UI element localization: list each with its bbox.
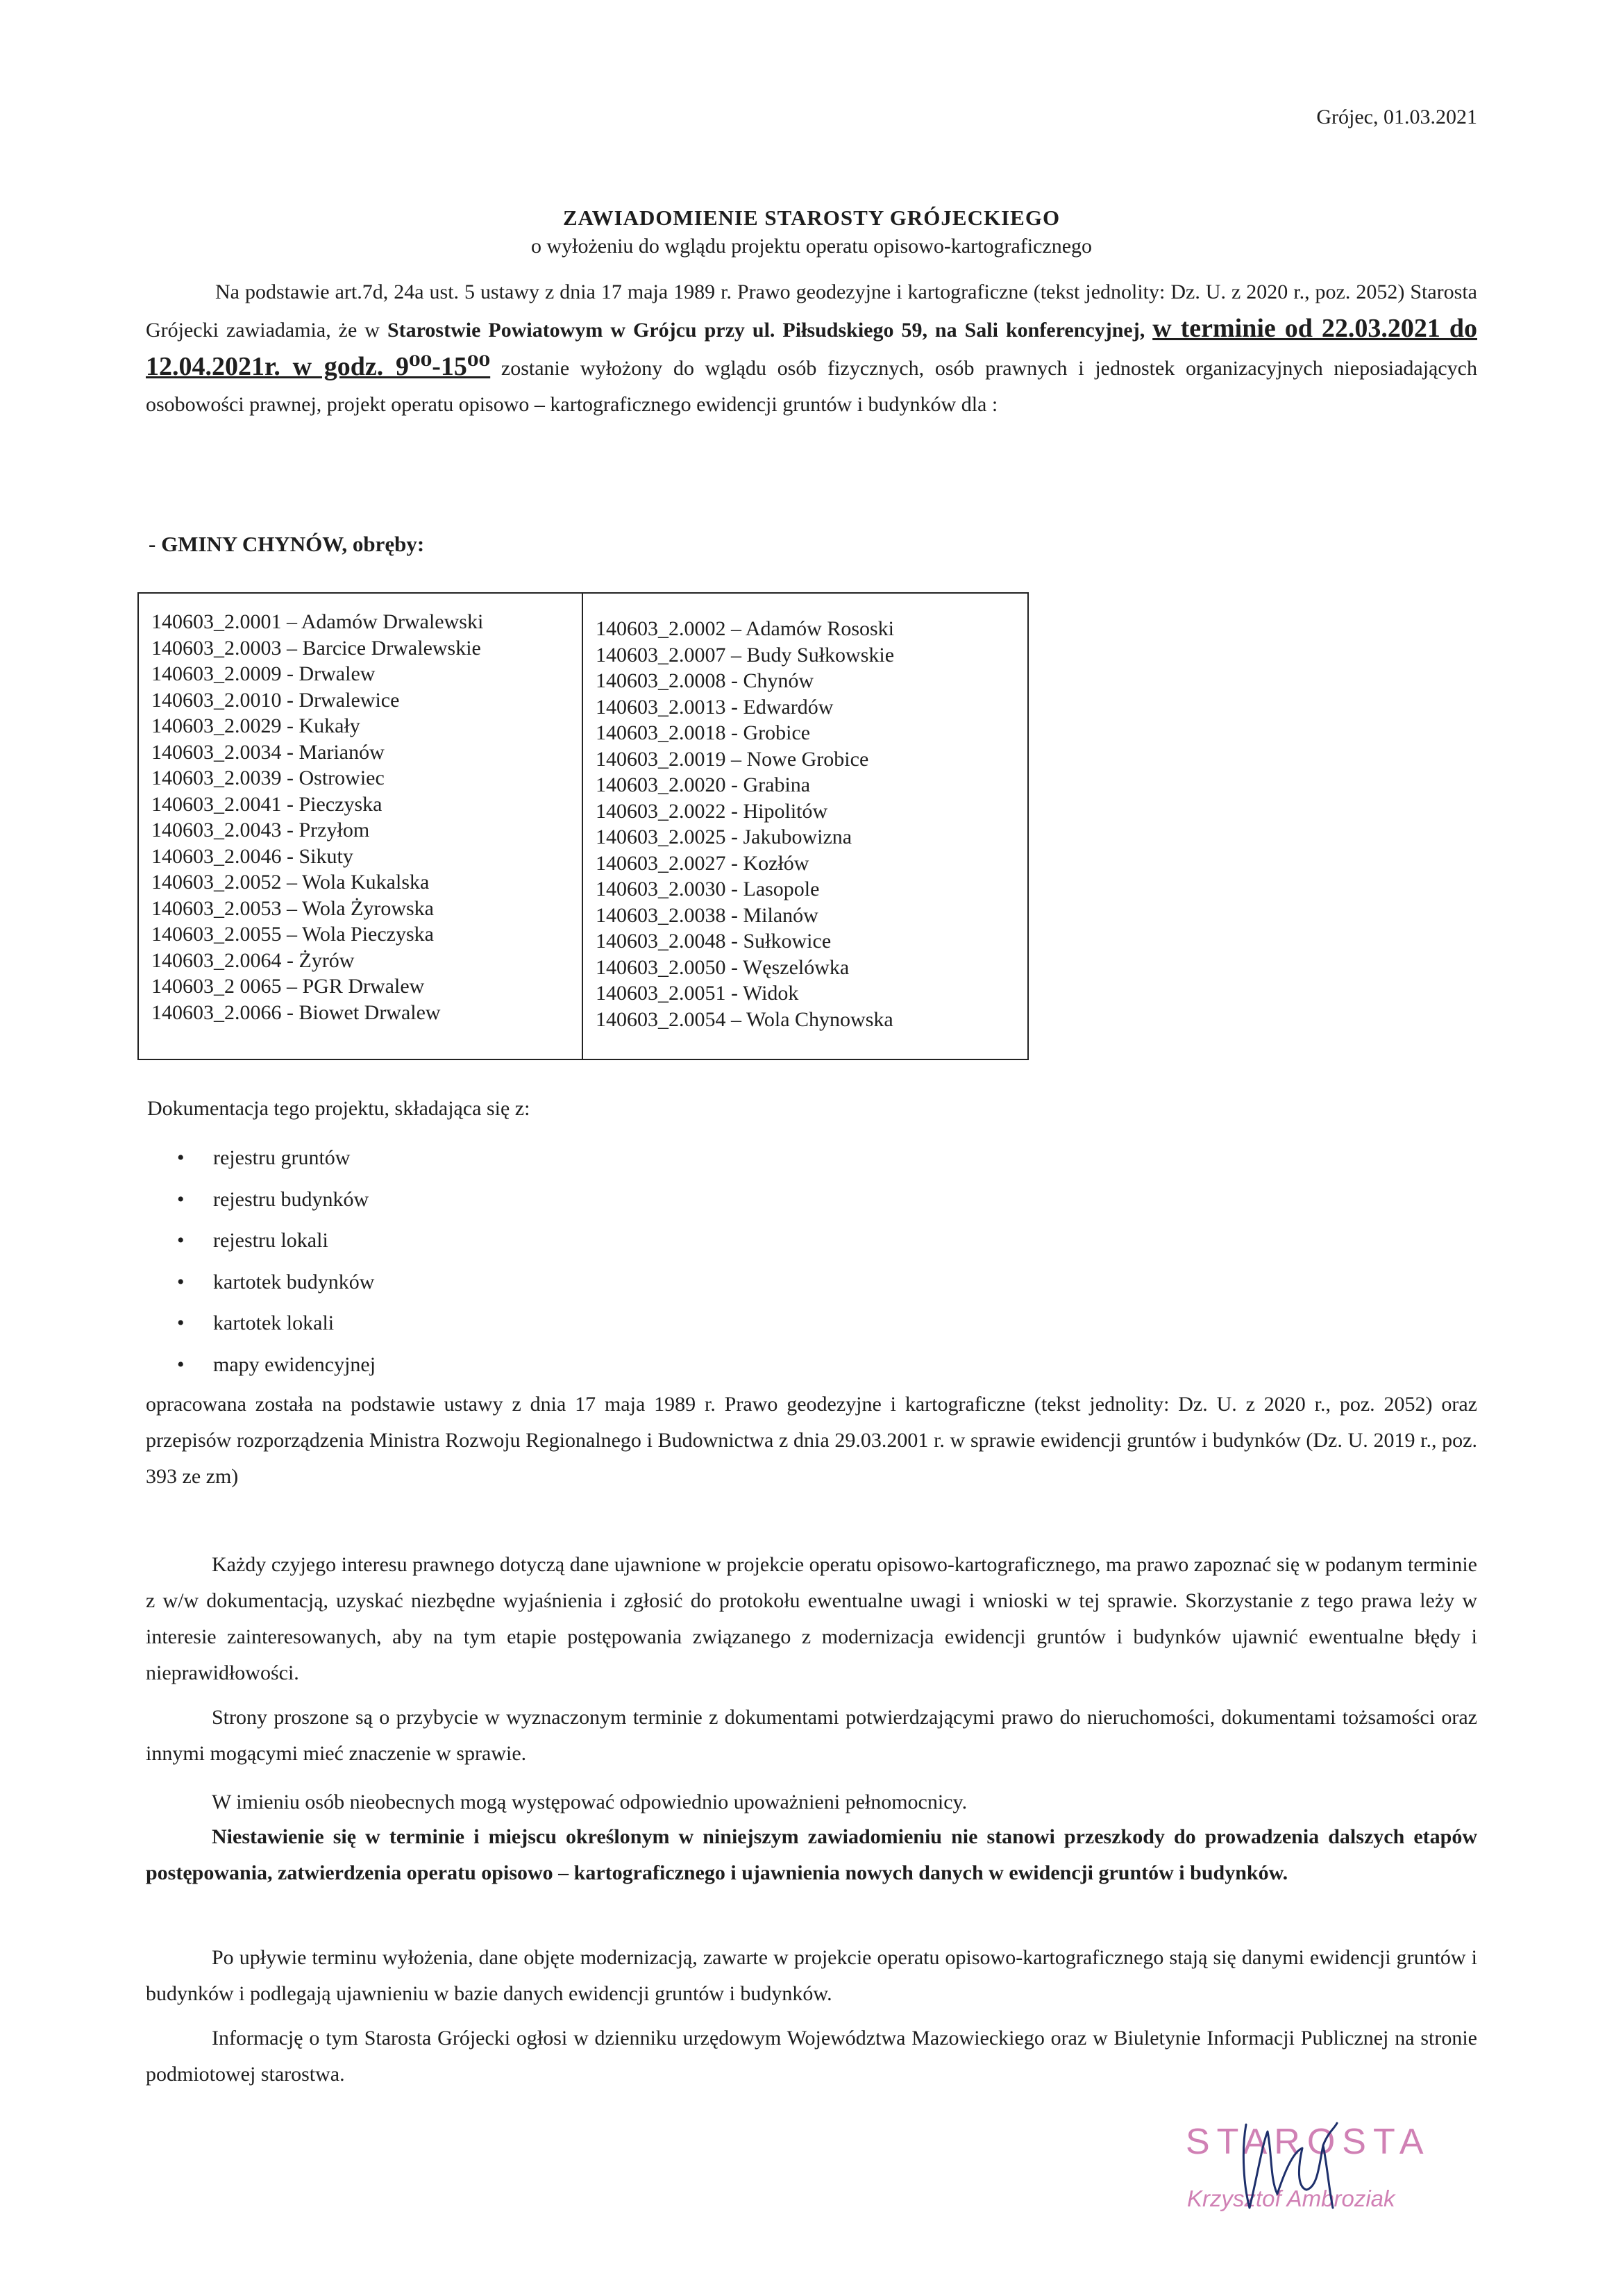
obreby-column-left	[139, 594, 583, 1059]
obreb-right-row: 140603_2.0038 - Milanów	[596, 903, 818, 927]
obreb-left-row: 140603_2.0001 – Adamów Drwalewski	[151, 610, 484, 633]
gmina-heading: - GMINY CHYNÓW, obręby:	[149, 532, 425, 556]
documentation-intro: Dokumentacja tego projektu, składająca się z:	[147, 1097, 530, 1120]
obreb-left-row: 140603_2.0003 – Barcice Drwalewskie	[151, 636, 481, 660]
paragraph-after-term: Po upływie terminu wyłożenia, dane objęte modernizacją, zawarte w projekcie operatu opisowo-kartograficznego stają się danymi ewidencji gruntów i budynków i podlegają ujawnieniu w bazie danych ewidencji gruntów i budynków.	[146, 1946, 1477, 2005]
signature-stamp	[1180, 2104, 1431, 2225]
obreb-left-row: 140603_2.0041 - Pieczyska	[151, 792, 382, 816]
documentation-item: • rejestru budynków	[177, 1179, 376, 1221]
document-title: ZAWIADOMIENIE STAROSTY GRÓJECKIEGO	[562, 206, 1061, 230]
obreb-left-row: 140603_2 0065 – PGR Drwalew	[151, 975, 425, 998]
document-subtitle: o wyłożeniu do wglądu projektu operatu opisowo-kartograficznego	[530, 235, 1093, 258]
obreb-right-row: 140603_2.0054 – Wola Chynowska	[596, 1007, 893, 1031]
obreb-right-row: 140603_2.0020 - Grabina	[596, 773, 811, 796]
documentation-item: • kartotek lokali	[177, 1302, 376, 1344]
obreb-left-row: 140603_2.0039 - Ostrowiec	[151, 766, 385, 789]
documentation-item: • kartotek budynków	[177, 1262, 376, 1303]
obreb-right-row: 140603_2.0002 – Adamów Rososki	[596, 617, 895, 640]
obreb-right-row: 140603_2.0019 – Nowe Grobice	[596, 747, 869, 771]
documentation-list	[177, 1137, 376, 1385]
obreby-column-right	[583, 594, 1027, 1059]
obreb-right-row: 140603_2.0050 - Węszelówka	[596, 955, 850, 979]
obreb-right-row: 140603_2.0027 - Kozłów	[596, 851, 809, 875]
obreb-right-row: 140603_2.0025 - Jakubowizna	[596, 826, 852, 848]
paragraph-announcement: Informację o tym Starosta Grójecki ogłosi w dzienniku urzędowym Województwa Mazowieckiego oraz w Biuletynie Informacji Publicznej na stronie podmiotowej starostwa.	[146, 2027, 1477, 2086]
documentation-item: • rejestru gruntów	[177, 1137, 376, 1179]
obreb-right-row: 140603_2.0048 - Sułkowice	[596, 930, 832, 953]
obreb-left-row: 140603_2.0055 – Wola Pieczyska	[151, 923, 434, 946]
obreb-right-row: 140603_2.0007 – Budy Sułkowskie	[596, 643, 895, 667]
paragraph-rights: Każdy czyjego interesu prawnego dotyczą dane ujawnione w projekcie operatu opisowo-kartograficznego, ma prawo zapoznać się w podanym terminie z w/w dokumentacją, uzyskać niezbędne wyjaśnienia i zgłosić do protokołu ewentualne uwagi i wnioski w tej sprawie. Skorzystanie z tego prawa leży w interesie zainteresowanych, aby na tym etapie postępowania związanego z modernizacja ewidencji gruntów i budynków ujawnić ewentualne błędy i nieprawidłowości.	[146, 1553, 1477, 1684]
paragraph-parties: Strony proszone są o przybycie w wyznaczonym terminie z dokumentami potwierdzającymi prawo do nieruchomości, dokumentami tożsamości oraz innymi mogącymi mieć znaczenie w sprawie.	[146, 1706, 1477, 1765]
documentation-item: • rejestru lokali	[177, 1220, 376, 1262]
paragraph-proxies: W imieniu osób nieobecnych mogą występować odpowiednio upoważnieni pełnomocnicy.	[212, 1791, 968, 1813]
obreb-right-row: 140603_2.0051 - Widok	[596, 982, 799, 1005]
intro-paragraph	[146, 274, 1477, 423]
obreb-left-row: 140603_2.0009 - Drwalew	[151, 662, 376, 685]
documentation-item: • mapy ewidencyjnej	[177, 1344, 376, 1386]
obreb-left-row: 140603_2.0010 - Drwalewice	[151, 688, 400, 712]
obreb-left-row: 140603_2.0064 - Żyrów	[151, 948, 355, 972]
intro-term: w terminie od 22.03.2021 do 12.04.2021r. w godz. 9⁰⁰-15⁰⁰	[146, 314, 1478, 381]
obreb-left-row: 140603_2.0053 – Wola Żyrowska	[151, 896, 434, 920]
obreb-left-row: 140603_2.0066 - Biowet Drwalew	[151, 1000, 441, 1024]
obreb-left-row: 140603_2.0052 – Wola Kukalska	[151, 871, 430, 894]
documentation-outro: opracowana została na podstawie ustawy z dnia 17 maja 1989 r. Prawo geodezyjne i kartograficzne (tekst jednolity: Dz. U. z 2020 r., poz. 2052) oraz przepisów rozporządzenia Ministra Rozwoju Regionalnego i Budownictwa z dnia 29.03.2001 r. w sprawie ewidencji gruntów i budynków (Dz. U. 2019 r., poz. 393 ze zm)	[146, 1393, 1477, 1488]
intro-text-1: Na podstawie art.7d, 24a ust. 5 ustawy z dnia 17 maja 1989 r. Prawo geodezyjne i kartograficzne (tekst jednolity: Dz. U. z 2020 r., poz. 2052) Starosta Grójecki zawiadamia, że w	[146, 280, 1477, 342]
obreb-right-row: 140603_2.0013 - Edwardów	[596, 695, 834, 719]
stamp-title: STAROSTA	[1186, 2122, 1431, 2162]
obreby-table	[137, 592, 1029, 1060]
obreb-left-row: 140603_2.0043 - Przyłom	[151, 819, 370, 841]
stamp-graphic	[1180, 2104, 1431, 2225]
obreb-left-row: 140603_2.0029 - Kukały	[151, 714, 360, 737]
obreb-right-row: 140603_2.0018 - Grobice	[596, 721, 811, 744]
intro-location: Starostwie Powiatowym w Grójcu przy ul. Piłsudskiego 59, na Sali konferencyjnej,	[387, 319, 1153, 342]
document-date: Grójec, 01.03.2021	[1316, 106, 1477, 128]
obreb-left-row: 140603_2.0034 - Marianów	[151, 740, 385, 764]
obreb-right-row: 140603_2.0008 - Chynów	[596, 669, 814, 692]
obreb-left-row: 140603_2.0046 - Sikuty	[151, 844, 353, 868]
paragraph-absence: Niestawienie się w terminie i miejscu określonym w niniejszym zawiadomieniu nie stanowi przeszkody do prowadzenia dalszych etapów postępowania, zatwierdzenia operatu opisowo – kartograficznego i ujawnienia nowych danych w ewidencji gruntów i budynków.	[146, 1825, 1477, 1884]
stamp-name: Krzysztof Ambroziak	[1187, 2186, 1395, 2211]
intro-text-2: zostanie wyłożony do wglądu osób fizycznych, osób prawnych i jednostek organizacyjnych nieposiadających osobowości prawnej, projekt operatu opisowo – kartograficznego ewidencji gruntów i budynków dla :	[146, 357, 1477, 416]
obreb-right-row: 140603_2.0022 - Hipolitów	[596, 799, 828, 823]
obreb-right-row: 140603_2.0030 - Lasopole	[596, 878, 820, 900]
